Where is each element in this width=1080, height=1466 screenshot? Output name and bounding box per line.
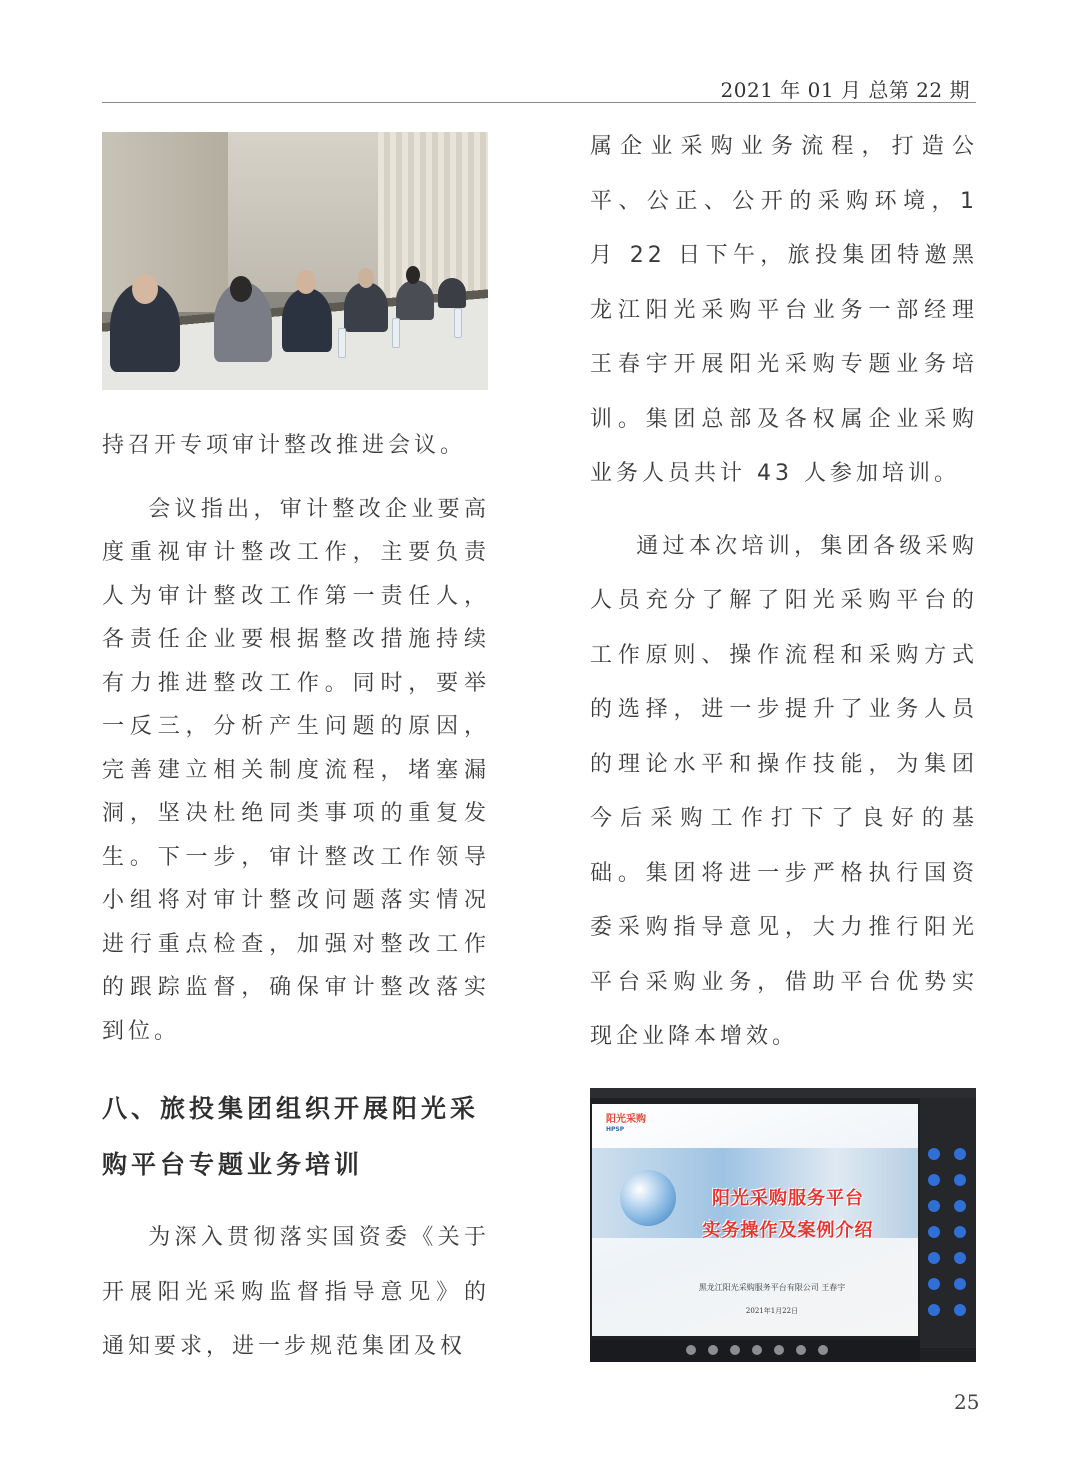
slide-title-line2: 实务操作及案例介绍 xyxy=(702,1220,874,1241)
page-header xyxy=(102,72,976,103)
window-titlebar xyxy=(590,1088,976,1098)
slide-presenter: 黑龙江阳光采购服务平台有限公司 王春宇 xyxy=(698,1283,846,1292)
slide-logo: 阳光采购 xyxy=(606,1114,646,1125)
section-heading: 八、旅投集团组织开展阳光采购平台专题业务培训 xyxy=(102,1094,480,1179)
presentation-slide xyxy=(592,1104,918,1336)
paragraph-training-outcome: 通过本次培训，集团各级采购人员充分了解了阳光采购平台的工作原则、操作流程和采购方式的选择，进一步提升了业务人员的理论水平和操作技能，为集团今后采购工作打下了良好的基础。集团将进一步严格执行国资委采购指导意见，大力推行阳光平台采购业务，借助平台优势实现企业降本增效。 xyxy=(590,533,978,1049)
globe-icon xyxy=(620,1170,676,1226)
video-conference-screenshot xyxy=(590,1088,976,1362)
left-column xyxy=(102,132,490,1375)
right-column xyxy=(590,120,978,1065)
meeting-toolbar xyxy=(590,1340,920,1362)
slide-date: 2021年1月22日 xyxy=(745,1307,799,1315)
paragraph-training-details: 属企业采购业务流程，打造公平、公正、公开的采购环境，1 月 22 日下午，旅投集团特邀黑龙江阳光采购平台业务一部经理王春宇开展阳光采购专题业务培训。集团总部及各权属企业采购业务人员共计 43 人参加培训。 xyxy=(590,134,978,486)
slide-title-line1: 阳光采购服务平台 xyxy=(712,1188,864,1209)
slide-logo-mark: HPSP xyxy=(606,1126,625,1133)
paragraph-meeting-notes: 会议指出，审计整改企业要高度重视审计整改工作，主要负责人为审计整改工作第一责任人，各责任企业要根据整改措施持续有力推进整改工作。同时，要举一反三，分析产生问题的原因，完善建立相关制度流程，堵塞漏洞，坚决杜绝同类事项的重复发生。下一步，审计整改工作领导小组将对审计整改问题落实情况进行重点检查，加强对整改工作的跟踪监督，确保审计整改落实到位。 xyxy=(102,496,490,1044)
paragraph-training-intro: 为深入贯彻落实国资委《关于开展阳光采购监督指导意见》的通知要求，进一步规范集团及权 xyxy=(102,1225,490,1359)
issue-info: 2021 年 01 月 总第 22 期 xyxy=(720,78,970,102)
participant-panel xyxy=(920,1098,976,1348)
meeting-photo xyxy=(102,132,488,390)
paragraph-meeting-continuation: 持召开专项审计整改推进会议。 xyxy=(102,433,467,458)
page-number: 25 xyxy=(954,1390,980,1414)
